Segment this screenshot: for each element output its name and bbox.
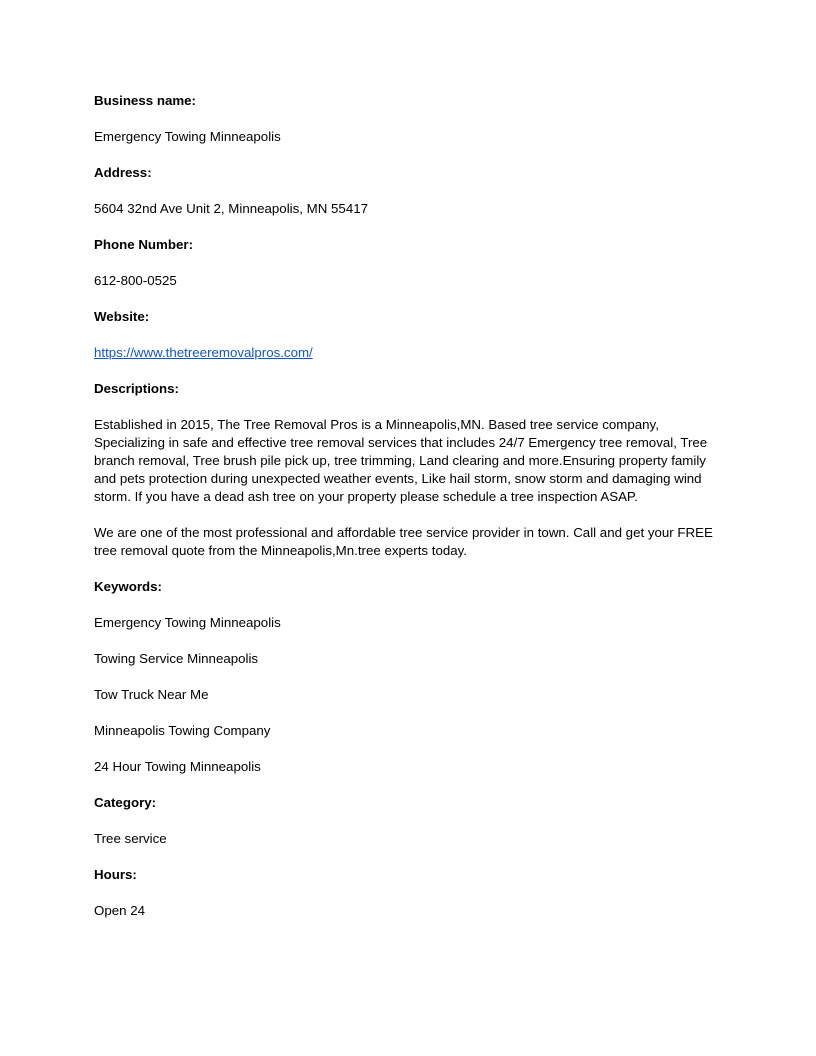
keyword-item-5 [94,758,722,776]
keyword-item-4-text: Minneapolis Towing Company [94,723,271,738]
keywords-label [94,578,722,596]
keyword-item-3-text: Tow Truck Near Me [94,687,209,702]
descriptions-label-text: Descriptions: [94,381,179,396]
keyword-item-2 [94,650,722,668]
descriptions-label [94,380,722,398]
business-name-value-text: Emergency Towing Minneapolis [94,129,281,144]
business-name-value [94,128,722,146]
document-content [94,92,722,938]
keyword-item-1 [94,614,722,632]
category-label [94,794,722,812]
phone-number-label [94,236,722,254]
description-paragraph-2-text: We are one of the most professional and affordable tree service provider in town. Call and get your FREE tree removal quote from the Minneapolis,Mn.tree experts today. [94,525,713,558]
website-label [94,308,722,326]
keyword-item-1-text: Emergency Towing Minneapolis [94,615,281,630]
keyword-item-5-text: 24 Hour Towing Minneapolis [94,759,261,774]
hours-label [94,866,722,884]
address-label-text: Address: [94,165,152,180]
category-value-text: Tree service [94,831,167,846]
category-label-text: Category: [94,795,157,810]
website-label-text: Website: [94,309,150,324]
phone-number-value [94,272,722,290]
address-value [94,200,722,218]
website-link[interactable] [94,344,722,362]
keyword-item-3 [94,686,722,704]
website-link-anchor[interactable]: https://www.thetreeremovalpros.com/ [94,345,313,360]
keyword-item-2-text: Towing Service Minneapolis [94,651,259,666]
keyword-item-4 [94,722,722,740]
business-name-label [94,92,722,110]
description-paragraph-1-text: Established in 2015, The Tree Removal Pros is a Minneapolis,MN. Based tree service company, Specializing in safe and effective tree removal services that includes 24/7 Emergency tree removal, Tree branch removal, Tree brush pile pick up, tree trimming, Land clearing and more.Ensuring property family and pets protection during unexpected weather events, Like hail storm, snow storm and damaging wind storm. If you have a dead ash tree on your property please schedule a tree inspection ASAP. [94,417,708,504]
keywords-label-text: Keywords: [94,579,162,594]
address-label [94,164,722,182]
hours-value [94,902,722,920]
phone-number-label-text: Phone Number: [94,237,193,252]
hours-label-text: Hours: [94,867,137,882]
business-name-label-text: Business name: [94,93,196,108]
address-value-text: 5604 32nd Ave Unit 2, Minneapolis, MN 55417 [94,201,369,216]
description-paragraph-2 [94,524,722,560]
phone-number-value-text: 612-800-0525 [94,273,177,288]
category-value [94,830,722,848]
description-paragraph-1 [94,416,722,506]
hours-value-text: Open 24 [94,903,146,918]
